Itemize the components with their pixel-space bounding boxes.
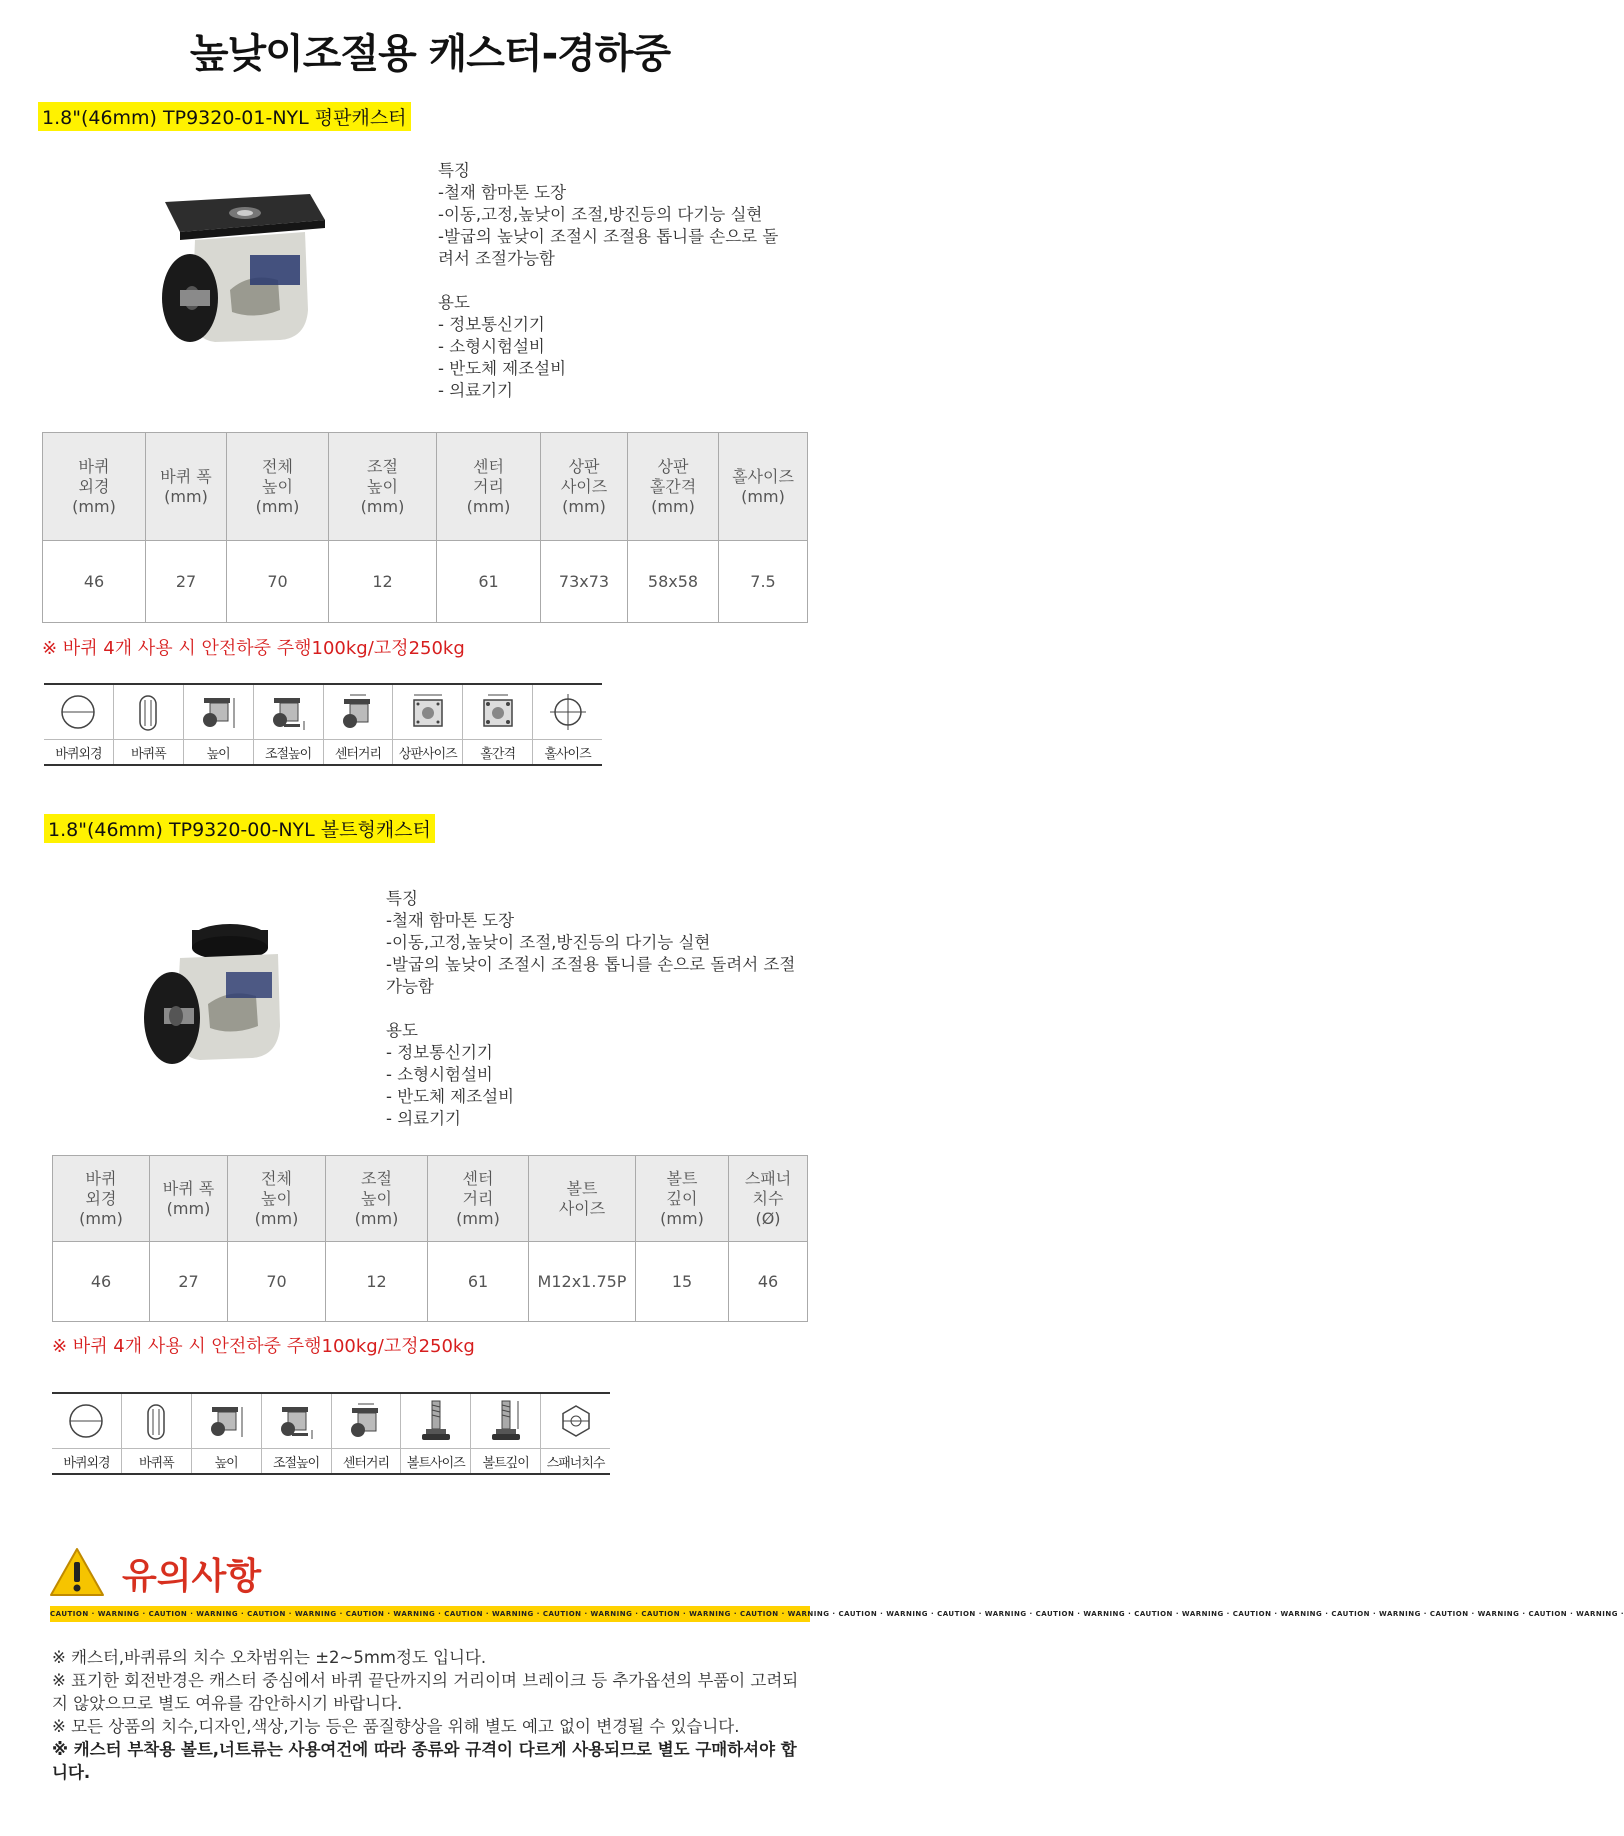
table-cell: 61 [428,1242,529,1322]
product-2-spec-table [52,1155,808,1322]
icon-label: 홀간격 [480,746,516,762]
icon-item [44,685,114,764]
icon-item [393,685,463,764]
icon-label: 조절높이 [272,1455,320,1471]
icon-label: 바퀴폭 [138,1455,174,1471]
table-cell: 70 [227,541,329,623]
bolt-size-icon [414,1397,458,1445]
icon-label: 스패너치수 [546,1455,605,1471]
table-header: 조절 높이 (mm) [329,433,437,541]
plate-caster-image [120,180,340,370]
icon-item [114,685,184,764]
caution-text [52,1646,812,1784]
hole-spacing-icon [476,690,520,734]
height-icon [204,1399,248,1443]
table-cell: 27 [146,541,227,623]
product-2-notice: ※ 바퀴 4개 사용 시 안전하중 주행100kg/고정250kg [52,1336,475,1357]
table-cell: 61 [437,541,541,623]
table-cell: 70 [228,1242,326,1322]
product-1-features: 특징 -철재 함마톤 도장 -이동,고정,높낮이 조절,방진등의 다기능 실현 -발굽의 높낮이 조절시 조절용 톱니를 손으로 돌 려서 조절가능함 용도 - 정보통신기기 - 소형시험설비 - 반도체 제조설비 - 의료기기 [438,161,779,400]
table-header: 홀사이즈 (mm) [719,433,808,541]
icon-label: 센터거리 [334,746,382,762]
table-cell: 7.5 [719,541,808,623]
bolt-depth-icon [484,1397,528,1445]
hole-size-icon [548,692,588,732]
caution-line-bold: ※ 캐스터 부착용 볼트,너트류는 사용여건에 따라 종류와 규격이 다르게 사용되므로 별도 구매하셔야 합니다. [52,1740,797,1782]
table-header: 바퀴 외경 (mm) [43,433,146,541]
table-header-row [53,1156,808,1242]
icon-label: 바퀴외경 [55,746,102,762]
product-2-icon-strip [52,1392,610,1475]
table-cell: 12 [329,541,437,623]
adjust-height-icon [266,690,310,734]
spanner-size-icon [556,1401,596,1441]
table-cell: 73x73 [541,541,628,623]
icon-item [401,1394,471,1473]
table-header: 상판 홀간격 (mm) [628,433,719,541]
table-cell: 46 [729,1242,808,1322]
table-header: 바퀴 폭 (mm) [150,1156,228,1242]
table-header: 조절 높이 (mm) [326,1156,428,1242]
product-2-features: 특징 -철재 함마톤 도장 -이동,고정,높낮이 조절,방진등의 다기능 실현 -발굽의 높낮이 조절시 조절용 톱니를 손으로 돌려서 조절 가능함 용도 - 정보통신기기 - 소형시험설비 - 반도체 제조설비 - 의료기기 [386,889,796,1128]
icon-label: 높이 [214,1455,238,1471]
height-icon [196,690,240,734]
table-row [43,541,808,623]
table-cell: 58x58 [628,541,719,623]
product-1-spec-table [42,432,808,623]
icon-item [332,1394,402,1473]
wheel-width-icon [128,690,168,734]
icon-label: 센터거리 [342,1455,390,1471]
caution-line: ※ 모든 상품의 치수,디자인,색상,기능 등은 품질향상을 위해 별도 예고 없이 변경될 수 있습니다. [52,1717,740,1736]
icon-label: 높이 [206,746,230,762]
icon-item [471,1394,541,1473]
table-header: 전체 높이 (mm) [227,433,329,541]
product-2-heading: 1.8"(46mm) TP9320-00-NYL 볼트형캐스터 [44,814,435,843]
table-header: 바퀴 외경 (mm) [53,1156,150,1242]
product-1-heading: 1.8"(46mm) TP9320-01-NYL 평판캐스터 [38,102,411,131]
table-cell: 27 [150,1242,228,1322]
table-header: 바퀴 폭 (mm) [146,433,227,541]
table-cell: 12 [326,1242,428,1322]
table-header: 센터 거리 (mm) [428,1156,529,1242]
icon-item [254,685,324,764]
product-1-icon-strip [44,683,602,766]
icon-item [262,1394,332,1473]
caution-title: 유의사항 [122,1556,262,1597]
caution-line: ※ 캐스터,바퀴류의 치수 오차범위는 ±2~5mm정도 입니다. [52,1648,487,1667]
icon-label: 상판사이즈 [398,746,457,762]
table-header: 센터 거리 (mm) [437,433,541,541]
table-header-row [43,433,808,541]
table-header: 볼트 사이즈 [529,1156,636,1242]
icon-item [122,1394,192,1473]
table-cell: M12x1.75P [529,1242,636,1322]
table-cell: 46 [43,541,146,623]
product-1-notice: ※ 바퀴 4개 사용 시 안전하중 주행100kg/고정250kg [42,638,465,659]
center-distance-icon [336,690,380,734]
icon-label: 볼트깊이 [482,1455,529,1471]
center-distance-icon [344,1399,388,1443]
caution-tape: CAUTION · WARNING · CAUTION · WARNING · CAUTION · WARNING · CAUTION · WARNING · CAUTION · WARNING · CAUTION · WARNING · CAUTION · WARNING · CAUTION · WARNING · CAUTION · WARNING · CAUTION · WARNING · CAUTION · WARNING · CAUTION · WARNING · CAUTION · WARNING · CAUTION · WARNING · CAUTION · WARNING · CAUTION · WARNING · [50,1606,810,1622]
warning-triangle-icon [48,1546,106,1598]
icon-item [533,685,602,764]
plate-size-icon [406,690,450,734]
icon-item [184,685,254,764]
adjust-height-icon [274,1399,318,1443]
icon-label: 조절높이 [264,746,312,762]
table-cell: 46 [53,1242,150,1322]
page-title: 높낮이조절용 캐스터-경하중 [189,31,671,77]
wheel-width-icon [136,1399,176,1443]
table-header: 볼트 깊이 (mm) [636,1156,729,1242]
table-row [53,1242,808,1322]
icon-item [463,685,533,764]
wheel-diameter-icon [66,1401,106,1441]
icon-label: 바퀴외경 [63,1455,110,1471]
table-cell: 15 [636,1242,729,1322]
icon-label: 홀사이즈 [544,746,591,762]
table-header: 스패너 치수 (Ø) [729,1156,808,1242]
icon-item [541,1394,610,1473]
icon-item [192,1394,262,1473]
icon-item [52,1394,122,1473]
wheel-diameter-icon [58,692,98,732]
icon-label: 바퀴폭 [130,746,166,762]
table-header: 전체 높이 (mm) [228,1156,326,1242]
table-header: 상판 사이즈 (mm) [541,433,628,541]
bolt-caster-image [108,908,308,1088]
caution-line: ※ 표기한 회전반경은 캐스터 중심에서 바퀴 끝단까지의 거리이며 브레이크 등 추가옵션의 부품이 고려되지 않았으므로 별도 여유를 감안하시기 바랍니다. [52,1671,799,1713]
icon-label: 볼트사이즈 [406,1455,465,1471]
icon-item [324,685,394,764]
